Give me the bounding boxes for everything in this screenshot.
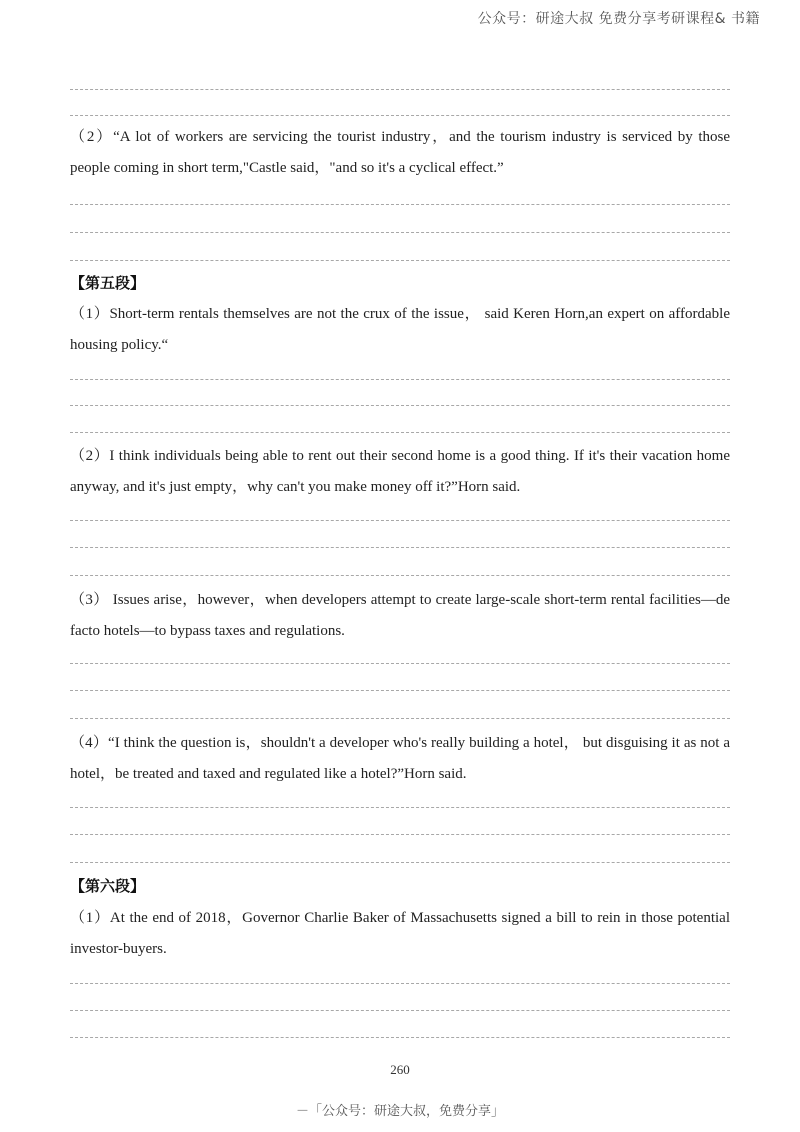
answer-line [70,575,730,576]
section-heading-6: 【第六段】 [70,877,146,895]
answer-line [70,663,730,664]
answer-line [70,432,730,433]
footer-watermark: －「公众号：研途大叔，免费分享」 [295,1104,504,1119]
answer-line [70,405,730,406]
paragraph-p4-2: （2）“A lot of workers are servicing the tourist industry，and the tourism industry is serviced by those people coming in short term,"Castle said，"and so it's a cyclical effect.” [70,129,730,176]
answer-line [70,260,730,261]
answer-line [70,520,730,521]
paragraph-p5-2: （2）I think individuals being able to rent out their second home is a good thing. If it's their vacation home anyway, and it's just empty，why can't you make money off it?”Horn said. [70,448,730,495]
answer-line [70,807,730,808]
answer-line [70,204,730,205]
answer-line [70,1037,730,1038]
paragraph-p5-3: （3） Issues arise，however，when developers attempt to create large-scale short-term rental facilities—de facto hotels—to bypass taxes and regulations. [70,592,730,639]
paragraph-p5-4: （4）“I think the question is，shouldn't a developer who's really building a hotel， but disguising it as not a hotel，be treated and taxed and regulated like a hotel?”Horn said. [70,735,730,782]
answer-line [70,834,730,835]
section-heading-5: 【第五段】 [70,274,146,292]
page-number: 260 [390,1062,410,1077]
answer-line [70,983,730,984]
answer-line [70,690,730,691]
answer-line [70,89,730,90]
answer-line [70,718,730,719]
answer-line [70,1010,730,1011]
answer-line [70,379,730,380]
header-watermark: 公众号：研途大叔 免费分享考研课程& 书籍 [477,11,760,27]
answer-line [70,115,730,116]
answer-line [70,862,730,863]
paragraph-p6-1: （1）At the end of 2018，Governor Charlie Baker of Massachusetts signed a bill to rein in those potential investor-buyers. [70,910,730,957]
answer-line [70,232,730,233]
paragraph-p5-1: （1）Short-term rentals themselves are not the crux of the issue， said Keren Horn,an expert on affordable housing policy.“ [70,306,730,353]
answer-line [70,547,730,548]
